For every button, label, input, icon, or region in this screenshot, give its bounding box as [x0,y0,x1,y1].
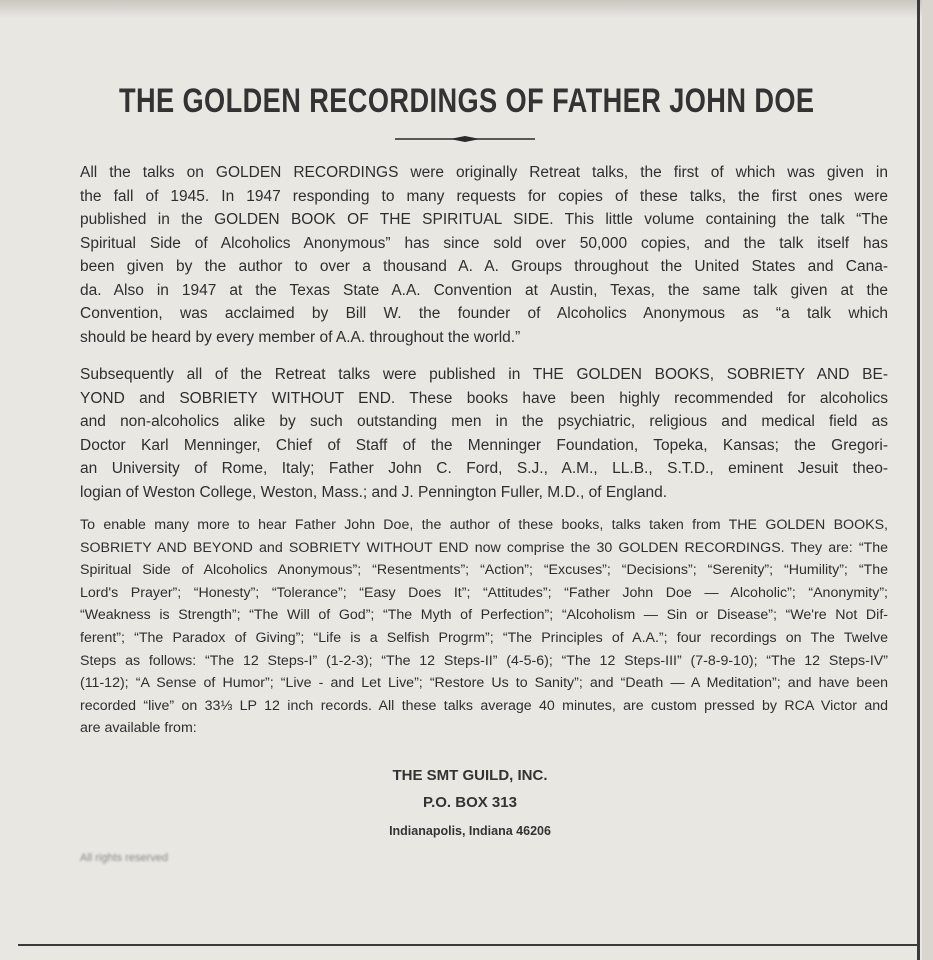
page-title [0,82,933,121]
text-line: published in the GOLDEN BOOK OF THE SPIRITUAL SIDE. This little volume containing the talk “The [80,211,888,228]
text-line: an University of Rome, Italy; Father John C. Ford, S.J., A.M., LL.B., S.T.D., eminent Jesuit theo- [80,460,888,477]
text-line: and non-alcoholics alike by such outstanding men in the psychiatric, religious and medical field as [80,413,888,430]
scan-edge-shadow [0,0,933,18]
text-line: Doctor Karl Menninger, Chief of Staff of the Menninger Foundation, Topeka, Kansas; the Gregori- [80,436,888,454]
text-line: Convention, was acclaimed by Bill W. the founder of Alcoholics Anonymous as “a talk which [80,305,888,322]
text-line: logian of Weston College, Weston, Mass.; and J. Pennington Fuller, M.D., of England. [80,483,668,501]
ornamental-divider [395,136,535,142]
paragraph-recordings [80,514,888,740]
text-line: da. Also in 1947 at the Texas State A.A. Convention at Austin, Texas, the same talk given at the [80,281,888,299]
text-line: Steps as follows: “The 12 Steps-I” (1-2-3); “The 12 Steps-II” (4-5-6); “The 12 Steps-III” (7-8-9-10); “The 12 Steps-IV” [80,652,888,669]
title-text: THE GOLDEN RECORDINGS OF FATHER JOHN DOE [118,82,815,120]
text-line: “Weakness is Strength”; “The Will of God”; “The Myth of Perfection”; “Alcoholism — Sin or Disease”; “We're Not Dif- [80,607,888,624]
text-line: been given by the author to over a thousand A. A. Groups throughout the United States and Cana- [80,258,888,275]
text-line: Spiritual Side of Alcoholics Anonymous”; “Resentments”; “Action”; “Excuses”; “Decisions”; “Serenity”; “Humility”; “The [80,562,888,579]
frame-border-bottom [18,944,920,946]
text-line: Spiritual Side of Alcoholics Anonymous” has since sold over 50,000 copies, and the talk itself has [80,234,888,252]
text-line: (11-12); “A Sense of Humor”; “Live - and Let Live”; “Restore Us to Sanity”; and “Death — A Meditation”; and have been [80,675,888,692]
text-line: Subsequently all of the Retreat talks were published in THE GOLDEN BOOKS, SOBRIETY AND BE- [80,366,888,383]
text-line: ferent”; “The Paradox of Giving”; “Life is a Selfish Progrm”; “The Principles of A.A.”; four recordings on The Twelve [80,629,888,646]
paragraph-history [80,161,888,349]
text-line: should be heard by every member of A.A. throughout the world.” [80,328,521,346]
frame-border-right [917,0,920,960]
publisher-city: Indianapolis, Indiana 46206 [389,824,551,838]
text-line: Lord's Prayer”; “Honesty”; “Tolerance”; “Easy Does It”; “Attitudes”; “Father John Doe — Alcoholic”; “Anonymity”; [80,584,888,601]
publisher-name: THE SMT GUILD, INC. [392,767,548,784]
page-edge [922,0,933,960]
text-line: All the talks on GOLDEN RECORDINGS were originally Retreat talks, the first of which was given in [80,164,888,181]
paragraph-books [80,363,888,504]
text-line: recorded “live” on 33⅓ LP 12 inch records. All these talks average 40 minutes, are custom pressed by RCA Victor and [80,697,888,714]
publisher-po-box: P.O. BOX 313 [423,794,517,811]
text-line: To enable many more to hear Father John Doe, the author of these books, talks taken from THE GOLDEN BOOKS, [80,517,888,533]
text-line: are available from: [80,720,197,737]
rights-notice: All rights reserved [80,852,169,864]
text-line: SOBRIETY AND BEYOND and SOBRIETY WITHOUT END now comprise the 30 GOLDEN RECORDINGS. They are: “The [80,539,888,556]
text-line: the fall of 1945. In 1947 responding to many requests for copies of these talks, the first ones were [80,187,888,205]
text-line: YOND and SOBRIETY WITHOUT END. These books have been highly recommended for alcoholics [80,389,888,407]
